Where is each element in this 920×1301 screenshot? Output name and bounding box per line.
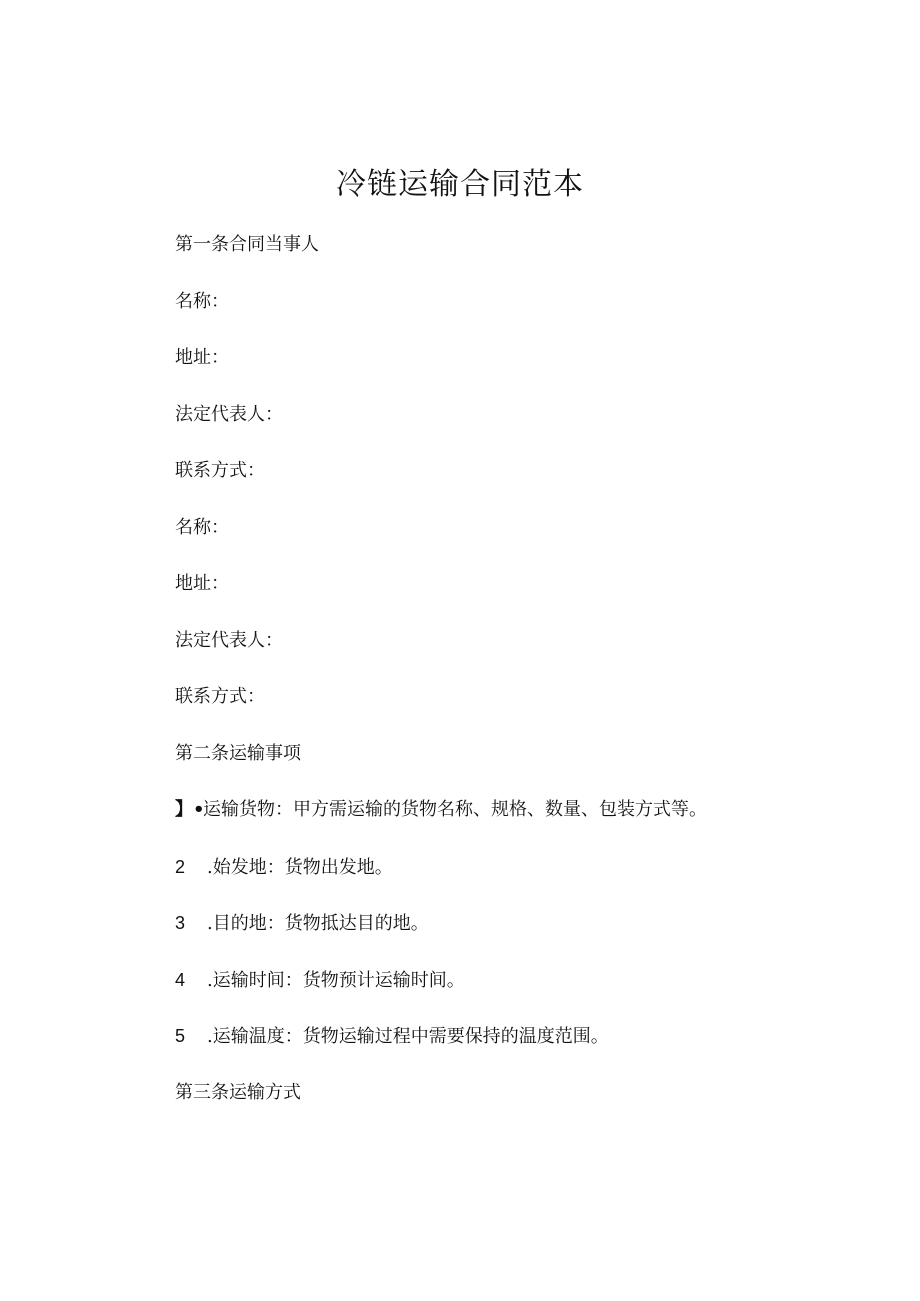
party-b-name-field: 名称： <box>175 517 229 538</box>
party-a-name-field: 名称： <box>175 291 229 312</box>
list-item-text: 运输货物：甲方需运输的货物名称、规格、数量、包装方式等。 <box>203 799 707 820</box>
list-item <box>175 1023 609 1050</box>
list-item <box>175 797 707 823</box>
party-b-contact-field: 联系方式： <box>175 686 265 707</box>
party-b-legal-rep-field: 法定代表人： <box>175 630 283 651</box>
party-a-contact-field: 联系方式： <box>175 460 265 481</box>
document-title: 冷链运输合同范本 <box>336 167 584 202</box>
list-item <box>175 967 465 994</box>
list-item <box>175 854 393 881</box>
party-a-address-field: 地址： <box>175 347 229 368</box>
list-item-number: 5 <box>175 1026 186 1046</box>
list-item-number: 4 <box>175 970 186 990</box>
list-item-number: 3 <box>175 913 186 933</box>
list-item-marker: 】• <box>175 799 205 820</box>
section-heading-parties: 第一条合同当事人 <box>175 234 319 255</box>
list-item-text: .运输温度：货物运输过程中需要保持的温度范围。 <box>207 1026 609 1047</box>
list-item-text: .目的地：货物抵达目的地。 <box>207 913 429 934</box>
section-heading-transport-method: 第三条运输方式 <box>175 1082 301 1103</box>
list-item-text: .始发地：货物出发地。 <box>207 857 393 878</box>
section-heading-transport-items: 第二条运输事项 <box>175 743 301 764</box>
list-item-text: .运输时间：货物预计运输时间。 <box>207 970 465 991</box>
party-a-legal-rep-field: 法定代表人： <box>175 404 283 425</box>
list-item-number: 2 <box>175 857 186 877</box>
party-b-address-field: 地址： <box>175 573 229 594</box>
list-item <box>175 910 429 937</box>
